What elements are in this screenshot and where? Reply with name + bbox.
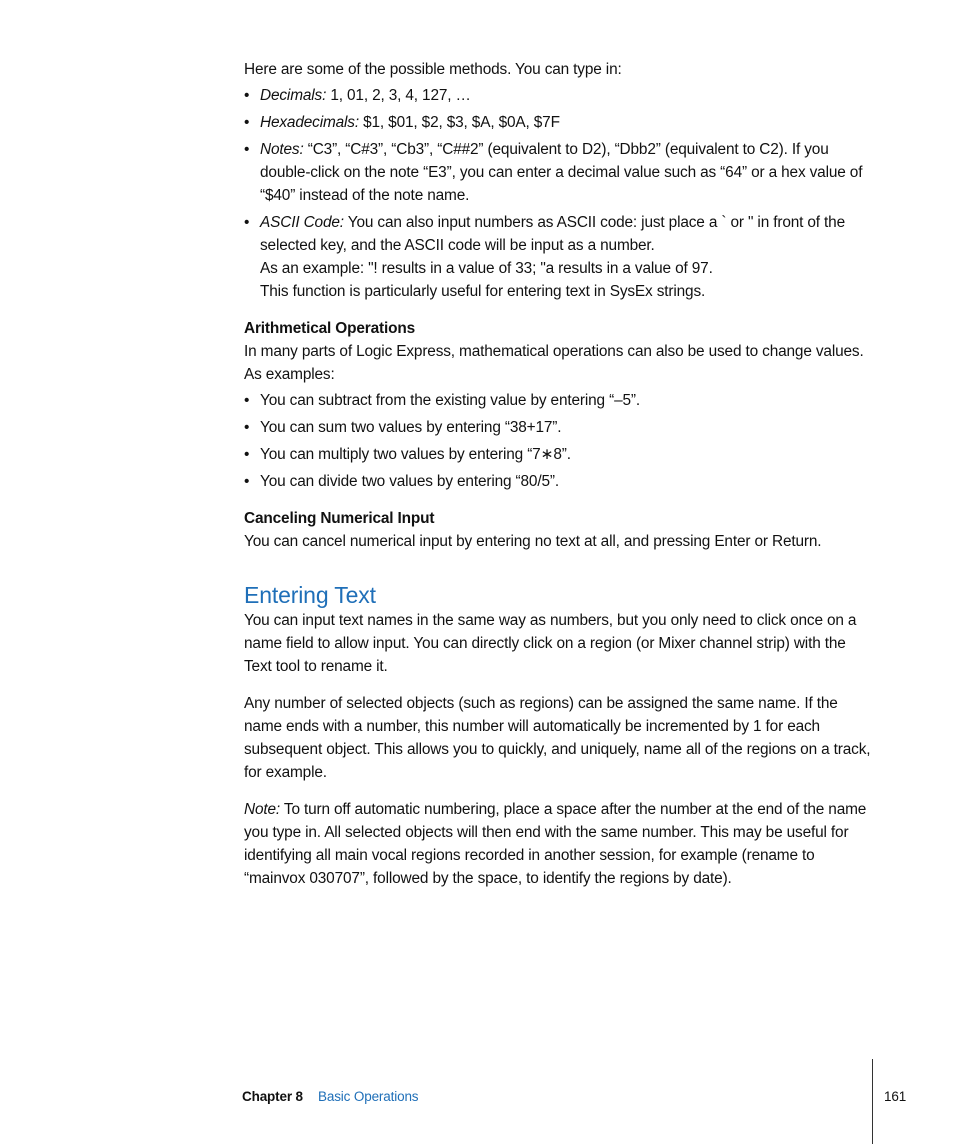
arithmetic-list xyxy=(244,389,872,493)
entering-text-paragraph-1: You can input text names in the same way as numbers, but you only need to click once on a name field to allow input. You can directly click on a region (or Mixer channel strip) with the Text tool to rename it. xyxy=(244,612,857,675)
list-item xyxy=(244,138,872,207)
cancel-heading: Canceling Numerical Input xyxy=(244,510,435,527)
method-text-notes: “C3”, “C#3”, “Cb3”, “C##2” (equivalent to D2), “Dbb2” (equivalent to C2). If you double-click on the note “E3”, you can enter a decimal value such as “64” or a hex value of “$40” instead of the note name. xyxy=(260,141,863,204)
arithmetic-body: In many parts of Logic Express, mathematical operations can also be used to change values. As examples: xyxy=(244,343,864,383)
methods-list xyxy=(244,84,872,303)
method-label-decimals: Decimals: xyxy=(260,87,327,104)
list-item xyxy=(244,84,872,107)
method-label-hexadecimals: Hexadecimals: xyxy=(260,114,359,131)
method-label-notes: Notes: xyxy=(260,141,304,158)
page-content xyxy=(244,58,872,890)
cancel-body: You can cancel numerical input by entering no text at all, and pressing Enter or Return. xyxy=(244,533,822,550)
list-item xyxy=(244,111,872,134)
chapter-label: Chapter 8 xyxy=(242,1089,303,1104)
arithmetic-heading: Arithmetical Operations xyxy=(244,320,416,337)
list-item: • You can multiply two values by entering “7∗8”. xyxy=(244,443,872,466)
method-text-decimals: 1, 01, 2, 3, 4, 127, … xyxy=(326,87,471,104)
ascii-usage-line: This function is particularly useful for entering text in SysEx strings. xyxy=(260,283,706,300)
note-text: To turn off automatic numbering, place a space after the number at the end of the name you type in. All selected objects will then end with the same number. This may be useful for identifying all main vocal regions recorded in another session, for example (rename to “mainvox 030707”, followed by the space, to identify the regions by date). xyxy=(244,801,867,887)
list-item: • You can divide two values by entering “80/5”. xyxy=(244,470,872,493)
footer-divider xyxy=(872,1059,873,1144)
list-item: • You can subtract from the existing value by entering “–5”. xyxy=(244,389,872,412)
section-heading-entering-text: Entering Text xyxy=(244,582,376,608)
note-label: Note: xyxy=(244,801,281,818)
method-text-hexadecimals: $1, $01, $2, $3, $A, $0A, $7F xyxy=(358,114,560,131)
page-number: 161 xyxy=(884,1089,907,1104)
page-footer xyxy=(0,1084,954,1114)
methods-intro: Here are some of the possible methods. You can type in: xyxy=(244,61,622,78)
list-item xyxy=(244,211,872,303)
method-text-ascii: You can also input numbers as ASCII code: just place a ` or " in front of the selected key, and the ASCII code will be input as a number. xyxy=(260,214,846,254)
note-paragraph xyxy=(244,798,872,890)
list-item: • You can sum two values by entering “38+17”. xyxy=(244,416,872,439)
chapter-title-link[interactable]: Basic Operations xyxy=(318,1089,419,1104)
ascii-example-line: As an example: "! results in a value of 33; "a results in a value of 97. xyxy=(260,260,713,277)
entering-text-paragraph-2: Any number of selected objects (such as regions) can be assigned the same name. If the name ends with a number, this number will automatically be incremented by 1 for each subsequent object. This allows you to quickly, and uniquely, name all of the regions on a track, for example. xyxy=(244,695,871,781)
method-label-ascii: ASCII Code: xyxy=(260,214,344,231)
